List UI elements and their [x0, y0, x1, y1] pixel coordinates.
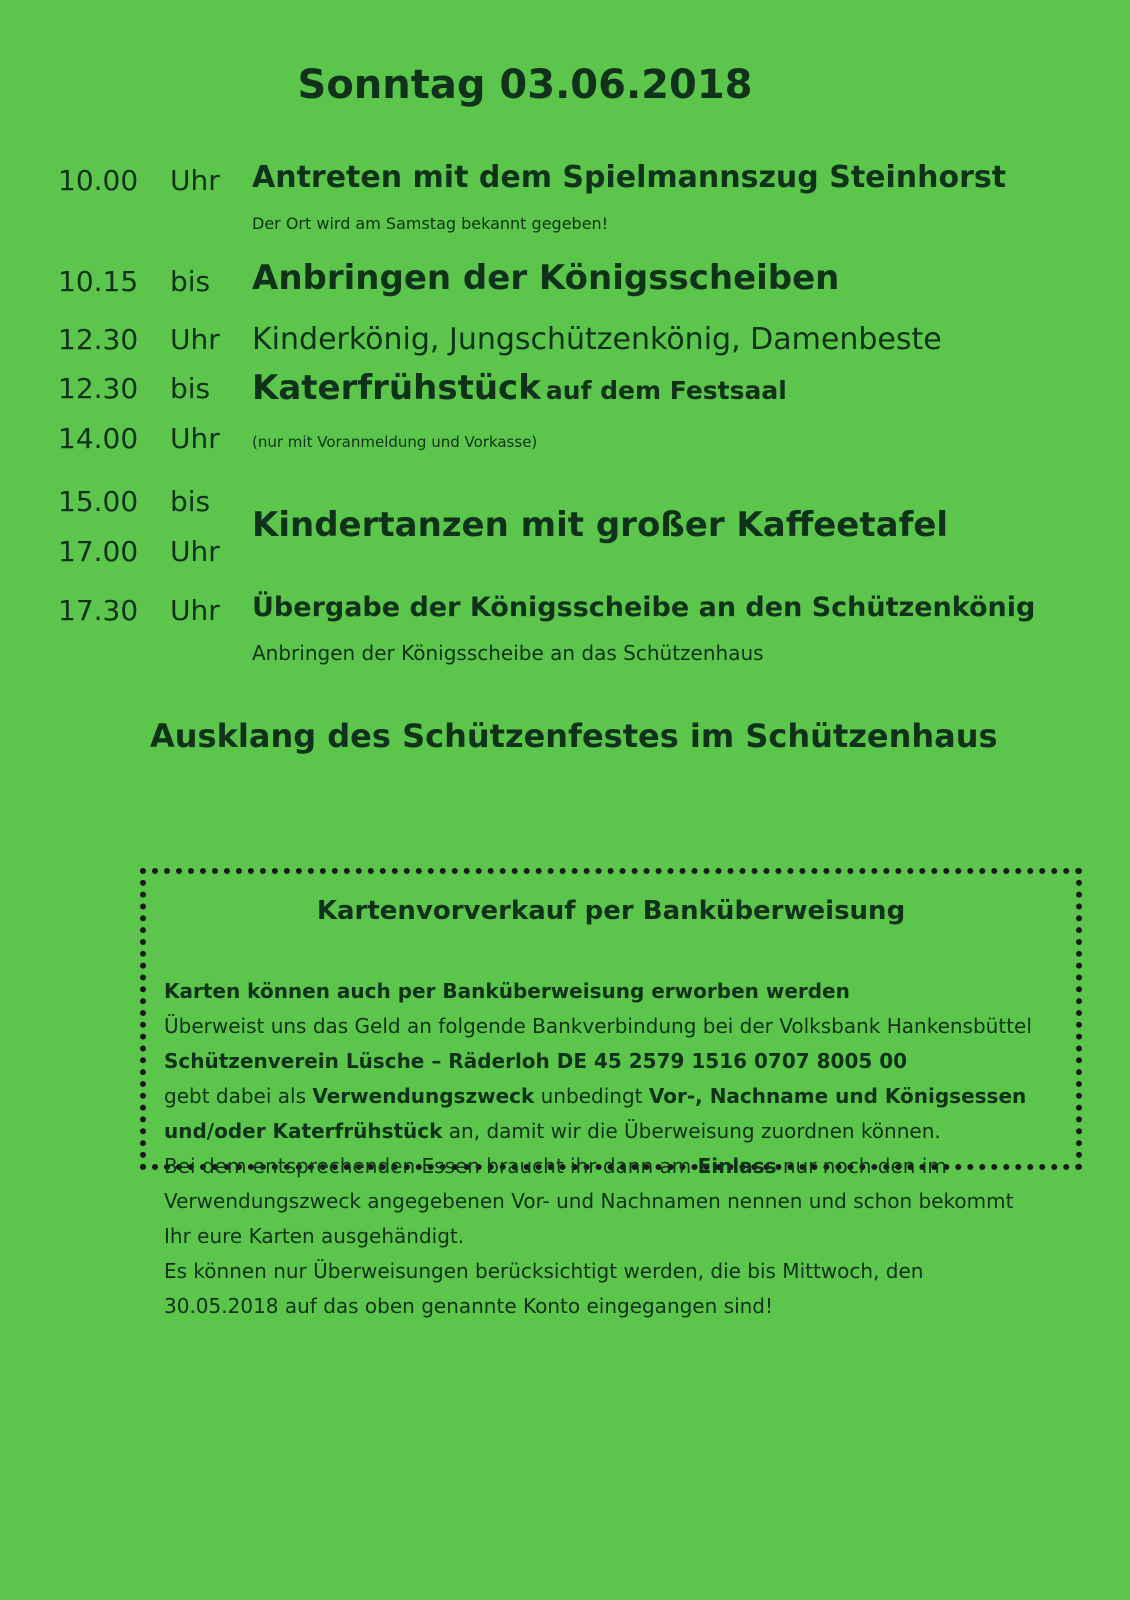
- time-unit: bis: [170, 265, 211, 298]
- time-label: 15.00: [58, 485, 139, 518]
- time-label: 10.15: [58, 265, 139, 298]
- page-title: Sonntag 03.06.2018: [297, 62, 753, 108]
- time-label: 17.30: [58, 594, 139, 627]
- event-title: Kindertanzen mit großer Kaffeetafel: [252, 505, 949, 545]
- box-title: Kartenvorverkauf per Banküberweisung: [316, 896, 906, 926]
- ticket-presale-box: [140, 868, 1082, 1318]
- event-title-sub: auf dem Festsaal: [545, 376, 787, 405]
- time-unit: Uhr: [170, 323, 220, 356]
- time-label: 12.30: [58, 372, 139, 405]
- text-run-bold: Einlass: [697, 1154, 777, 1178]
- text-run: Bei dem entsprechenden Essen braucht ihr dann am: [164, 1154, 698, 1178]
- event-note: Anbringen der Königsscheibe an das Schützenhaus: [252, 641, 764, 665]
- box-paragraph-purpose: [164, 1079, 1044, 1149]
- box-body: [164, 974, 1044, 1324]
- event-title: [252, 368, 787, 408]
- text-run-bold: Vor-, Nachname und Königsessen und/oder Katerfrühstück: [164, 1084, 1027, 1143]
- time-unit: bis: [170, 372, 211, 405]
- text-run: nur noch den im Verwendungszweck angegebenen Vor- und Nachnamen nennen und schon bekommt Ihr eure Karten ausgehändigt.: [164, 1154, 1014, 1248]
- time-unit: Uhr: [170, 422, 220, 455]
- closing-line: Ausklang des Schützenfestes im Schützenhaus: [150, 717, 998, 755]
- time-unit: Uhr: [170, 535, 220, 568]
- event-title: Antreten mit dem Spielmannszug Steinhorst: [252, 160, 1007, 195]
- text-run-bold: Verwendungszweck: [312, 1084, 535, 1108]
- time-label: 14.00: [58, 422, 139, 455]
- box-bank-line: Überweist uns das Geld an folgende Bankverbindung bei der Volksbank Hankensbüttel: [164, 1014, 1032, 1038]
- text-run: unbedingt: [534, 1084, 649, 1108]
- box-iban-line: Schützenverein Lüsche – Räderloh DE 45 2579 1516 0707 8005 00: [164, 1049, 908, 1073]
- event-title: Anbringen der Königsscheiben: [252, 258, 840, 298]
- box-intro: Karten können auch per Banküberweisung erworben werden: [164, 979, 850, 1003]
- box-paragraph-entry: [164, 1149, 1044, 1254]
- event-note: Der Ort wird am Samstag bekannt gegeben!: [252, 214, 609, 233]
- text-run: gebt dabei als: [164, 1084, 313, 1108]
- event-title: Kinderkönig, Jungschützenkönig, Damenbeste: [252, 322, 942, 357]
- event-title: Übergabe der Königsscheibe an den Schützenkönig: [252, 592, 1036, 623]
- box-paragraph-deadline: Es können nur Überweisungen berücksichtigt werden, die bis Mittwoch, den 30.05.2018 auf das oben genannte Konto eingegangen sind!: [164, 1259, 924, 1318]
- time-label: 17.00: [58, 535, 139, 568]
- time-label: 12.30: [58, 323, 139, 356]
- event-title-main: Katerfrühstück: [252, 368, 541, 408]
- event-note: (nur mit Voranmeldung und Vorkasse): [252, 433, 538, 451]
- text-run: an, damit wir die Überweisung zuordnen können.: [442, 1119, 941, 1143]
- time-unit: Uhr: [170, 164, 220, 197]
- time-unit: bis: [170, 485, 211, 518]
- time-label: 10.00: [58, 164, 139, 197]
- time-unit: Uhr: [170, 594, 220, 627]
